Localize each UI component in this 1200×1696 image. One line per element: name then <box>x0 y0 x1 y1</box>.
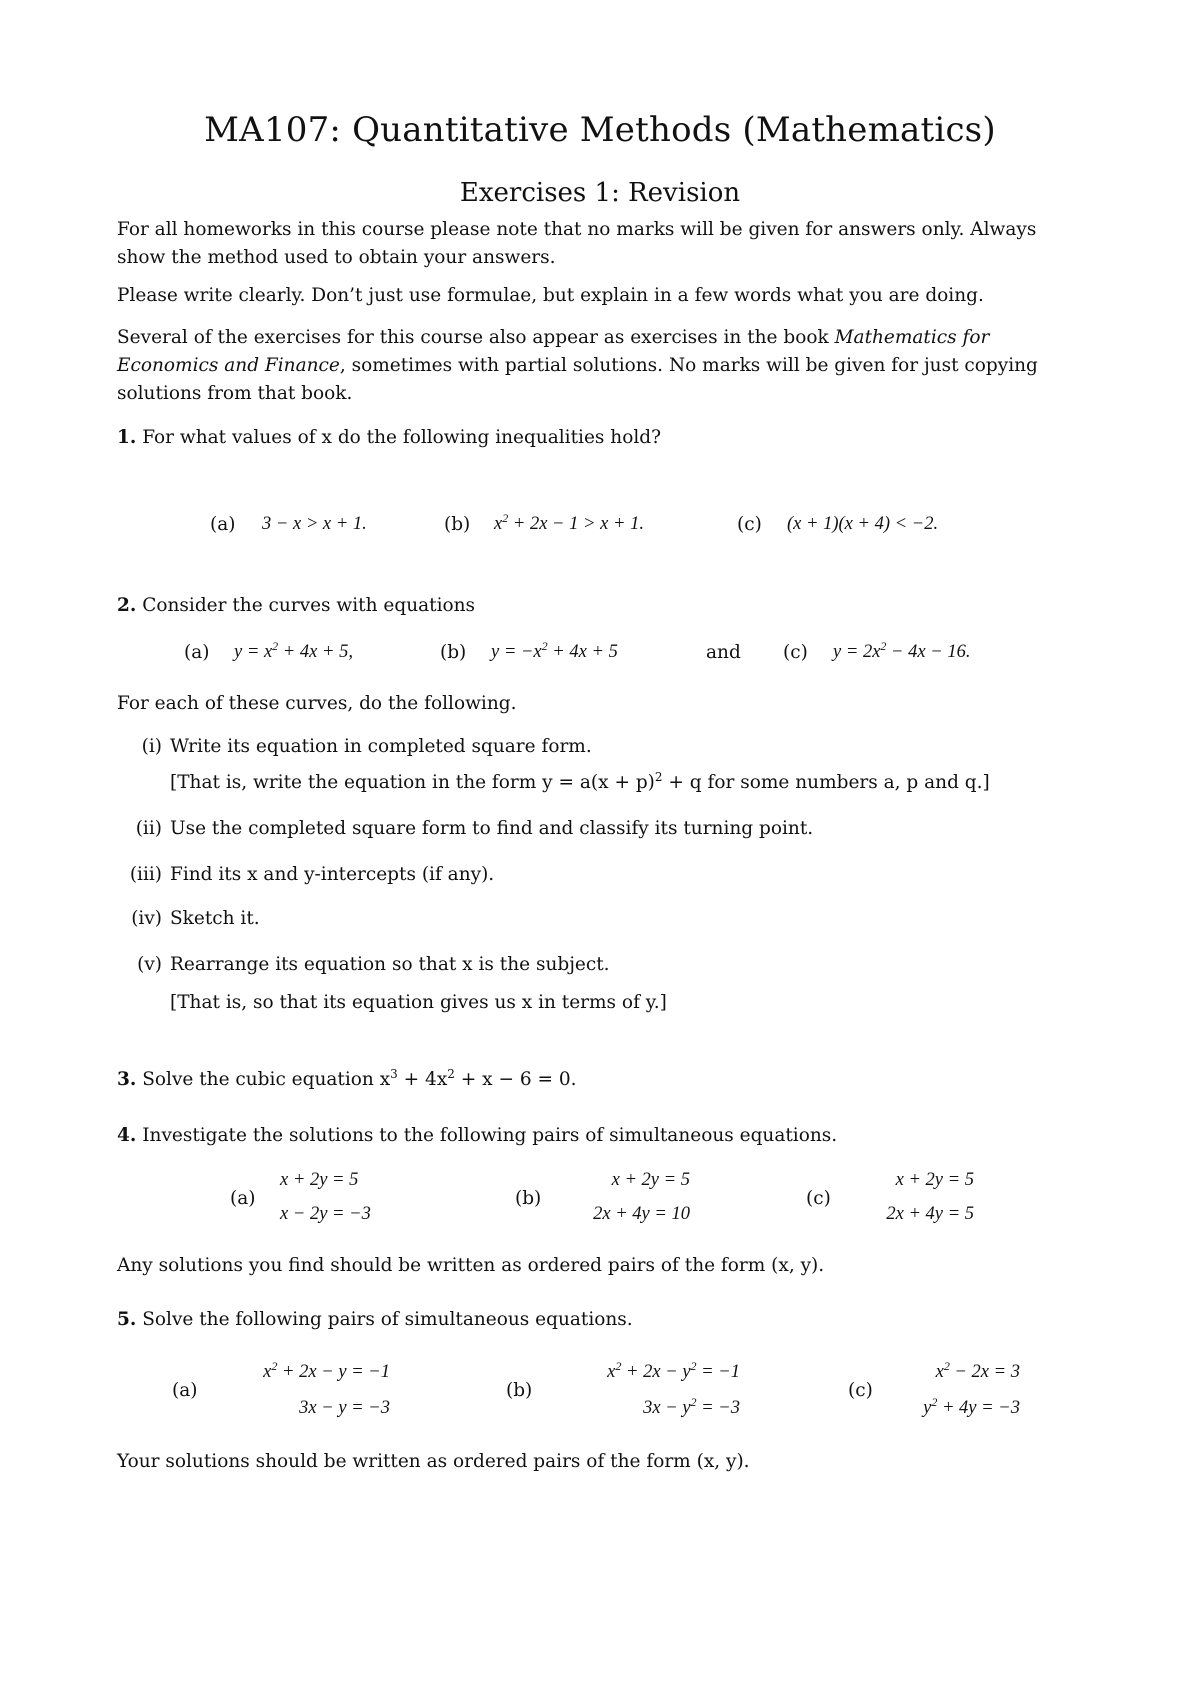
question-1 <box>117 424 661 452</box>
q2-a-expression: $y = x^2 + 4x + 5$, <box>234 639 353 662</box>
q5-footer-text: Your solutions should be written as ordered pairs of the form (x, y). <box>117 1451 750 1472</box>
q4-a-label: (a) <box>230 1188 256 1209</box>
q4-a-equation-2: x − 2y = −3 <box>280 1204 371 1224</box>
q5-b-equation-2: $3x - y^2 = -3$ <box>643 1395 740 1418</box>
q5-a-equation-2: 3x − y = −3 <box>299 1398 390 1418</box>
q2-item-note: [That is, write the equation in the form $y = a(x + p)^2 + q$ for some numbers a, p and q.] <box>170 770 990 793</box>
q4-c-equation-2: 2x + 4y = 5 <box>886 1204 974 1224</box>
q4-c-label: (c) <box>806 1188 831 1209</box>
q5-a-equation-1: $x^2 + 2x - y = -1$ <box>263 1359 390 1382</box>
q2-item-text: Rearrange its equation so that x is the subject. <box>170 954 610 975</box>
q2-item-note: [That is, so that its equation gives us x in terms of y.] <box>170 992 667 1013</box>
q5-c-equation-2: $y^2 + 4y = -3$ <box>923 1395 1020 1418</box>
question-text: For what values of x do the following inequalities hold? <box>142 427 662 448</box>
question-number: 1. <box>117 427 137 448</box>
q2-a-label: (a) <box>184 642 210 663</box>
q2-c-expression: $y = 2x^2 - 4x - 16$. <box>833 639 971 662</box>
q2-item-text: Use the completed square form to find and classify its turning point. <box>170 818 814 839</box>
q2-and: and <box>706 642 741 663</box>
q2-item-label: (iv) <box>131 908 162 929</box>
q2-item-text: Find its x and y-intercepts (if any). <box>170 864 495 885</box>
q1-c-expression: (x + 1)(x + 4) < −2. <box>787 514 939 534</box>
question-number: 4. <box>117 1125 137 1146</box>
q4-a-equation-1: x + 2y = 5 <box>280 1170 359 1190</box>
q2-b-expression: $y = -x^2 + 4x + 5$ <box>491 639 618 662</box>
question-number: 3. <box>117 1069 137 1090</box>
q2-item-text: Write its equation in completed square form. <box>170 736 592 757</box>
intro-paragraph-3 <box>117 324 1087 408</box>
q2-item-text: Sketch it. <box>170 908 260 929</box>
question-text: Investigate the solutions to the following pairs of simultaneous equations. <box>142 1125 838 1146</box>
q1-b-label: (b) <box>444 514 471 535</box>
q5-b-label: (b) <box>506 1380 533 1401</box>
q2-b-label: (b) <box>440 642 467 663</box>
page-title: MA107: Quantitative Methods (Mathematics) <box>204 110 996 150</box>
question-2 <box>117 592 475 620</box>
page-subtitle: Exercises 1: Revision <box>459 178 741 208</box>
question-5 <box>117 1306 633 1334</box>
q5-b-equation-1: $x^2 + 2x - y^2 = -1$ <box>607 1359 740 1382</box>
question-4 <box>117 1122 837 1150</box>
q2-c-label: (c) <box>783 642 808 663</box>
q5-c-label: (c) <box>848 1380 873 1401</box>
q5-a-label: (a) <box>172 1380 198 1401</box>
q4-footer-text: Any solutions you find should be written as ordered pairs of the form (x, y). <box>117 1255 825 1276</box>
q4-b-label: (b) <box>515 1188 542 1209</box>
question-text: Solve the following pairs of simultaneous equations. <box>142 1309 633 1330</box>
q1-a-expression: 3 − x > x + 1. <box>262 514 367 534</box>
q1-c-label: (c) <box>737 514 762 535</box>
q4-c-equation-1: x + 2y = 5 <box>895 1170 974 1190</box>
intro-paragraph-2: Please write clearly. Don’t just use formulae, but explain in a few words what you are doing. <box>117 285 984 306</box>
q2-item-label: (iii) <box>129 864 162 885</box>
q4-b-equation-2: 2x + 4y = 10 <box>593 1204 690 1224</box>
q1-b-expression: $x^2 + 2x - 1 > x + 1$. <box>494 511 644 534</box>
q1-a-label: (a) <box>210 514 236 535</box>
question-number: 5. <box>117 1309 137 1330</box>
intro-paragraph-3-text-a: Several of the exercises for this course also appear as exercises in the book <box>117 327 835 348</box>
intro-paragraph-3-text-b: , sometimes with partial solutions. No marks will be given for just copying solutions from that book. <box>117 355 1038 404</box>
q2-item-label: (v) <box>137 954 162 975</box>
intro-paragraph-1: For all homeworks in this course please note that no marks will be given for answers only. Always show the method used to obtain your answers. <box>117 219 1037 268</box>
question-text: Solve the cubic equation $x^3 + 4x^2 + x - 6 = 0$. <box>142 1067 577 1090</box>
q2-lead-text: For each of these curves, do the following. <box>117 693 517 714</box>
q5-c-equation-1: $x^2 - 2x = 3$ <box>935 1359 1020 1382</box>
q4-b-equation-1: x + 2y = 5 <box>611 1170 690 1190</box>
book-title: Mathematics for Economics and Finance <box>117 327 990 376</box>
question-text: Consider the curves with equations <box>142 595 476 616</box>
question-3 <box>117 1066 577 1094</box>
q2-item-label: (ii) <box>135 818 162 839</box>
question-number: 2. <box>117 595 137 616</box>
q2-item-label: (i) <box>141 736 162 757</box>
